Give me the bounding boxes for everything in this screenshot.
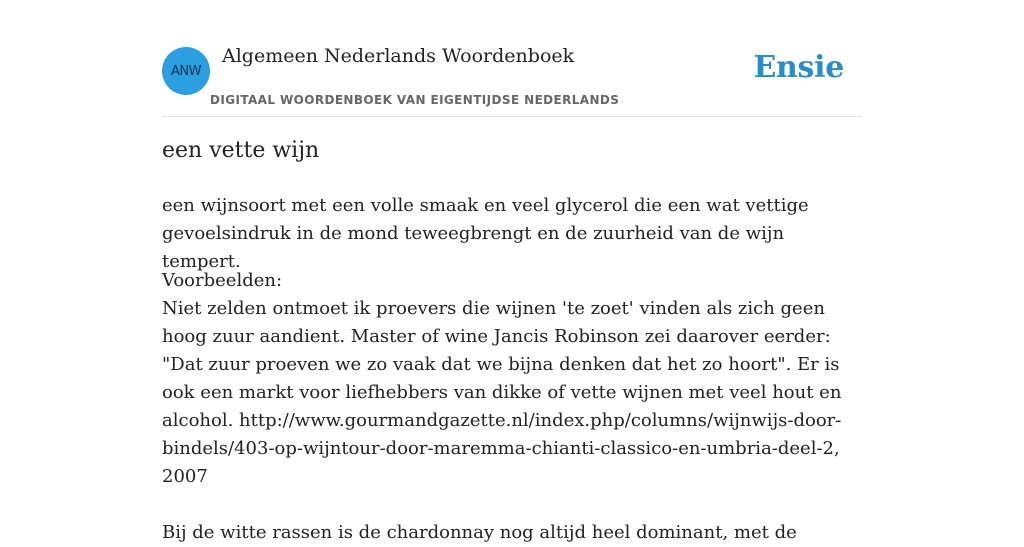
- entry-definition: een wijnsoort met een volle smaak en veel glycerol die een wat vettige gevoelsindruk in de mond teweegbrengt en de zuurheid van de wijn tempert.: [162, 195, 809, 272]
- site-header: [162, 0, 862, 117]
- example-spacer: [162, 491, 862, 519]
- ensie-brand-logo[interactable]: Ensie: [753, 50, 844, 85]
- examples-label: Voorbeelden:: [162, 270, 283, 291]
- example-text: Bij de witte rassen is de chardonnay nog altijd heel dominant, met de: [162, 522, 797, 543]
- examples-section: [162, 267, 862, 547]
- page: [162, 0, 862, 543]
- anw-logo[interactable]: [162, 47, 210, 95]
- logo-text: ANW: [171, 63, 201, 79]
- example-text: Niet zelden ontmoet ik proevers die wijnen 'te zoet' vinden als zich geen hoog zuur aandient. Master of wine Jancis Robinson zei daarover eerder: "Dat zuur proeven we zo vaak dat we bijna denken dat het zo hoort". Er is ook een markt voor liefhebbers van dikke of vette wijnen met veel hout en alcohol. http://www.gourmandgazette.nl/index.php/columns/wijnwijs-door-bindels/403-op-wijntour-door-maremma-chianti-classico-en-umbria-deel-2, 2007: [162, 298, 842, 487]
- entry-term: een vette wijn: [162, 138, 320, 163]
- site-subtitle: DIGITAAL WOORDENBOEK VAN EIGENTIJDSE NEDERLANDS: [210, 93, 620, 107]
- site-title[interactable]: Algemeen Nederlands Woordenboek: [222, 45, 575, 67]
